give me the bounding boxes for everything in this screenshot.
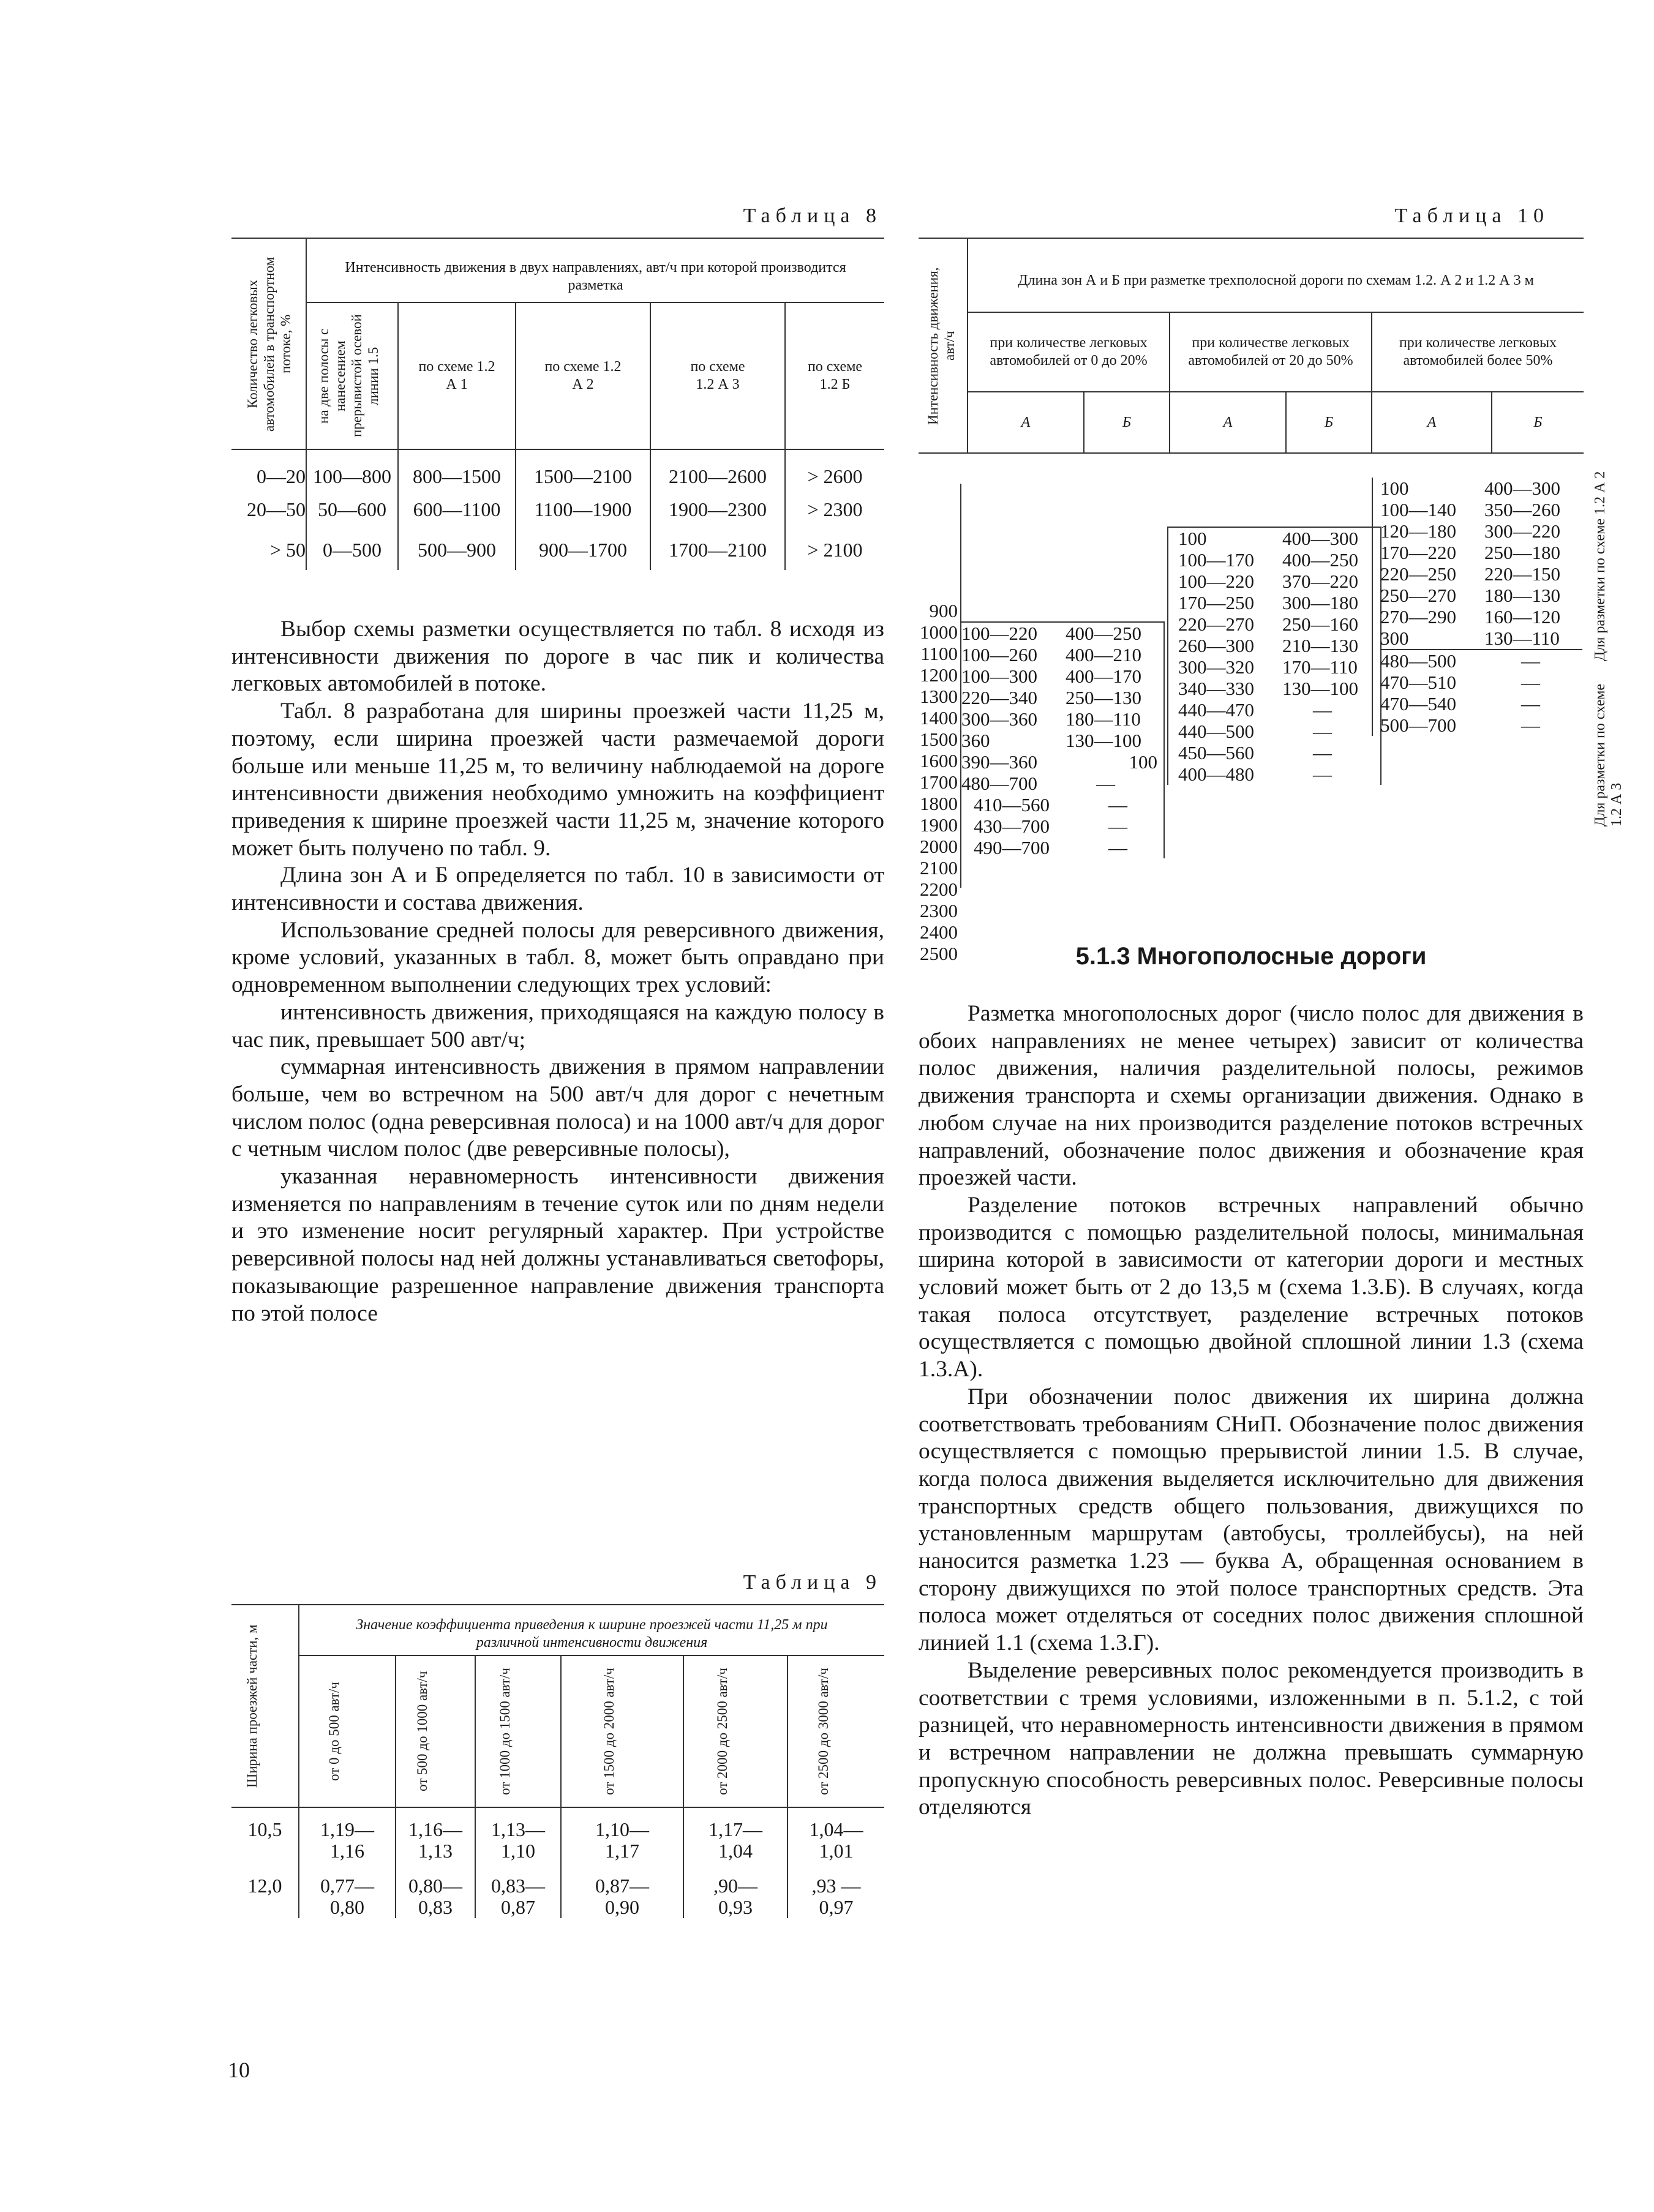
table10-intensity: 2000	[920, 836, 958, 857]
table10-cell: 400—480	[1178, 763, 1254, 785]
table10-cell: —	[1096, 773, 1115, 794]
table10-cell: 250—130	[1066, 687, 1141, 708]
table10-intensity: 1200	[920, 664, 958, 686]
table10-cell: 450—560	[1178, 742, 1254, 763]
table8-col5-header: по схеме 1.2 Б	[785, 302, 884, 449]
table9	[231, 1605, 884, 1918]
table10-side-label-a3: Для разметки по схеме 1.2 А 3	[1592, 683, 1625, 827]
table10-ab-header: Б	[1286, 392, 1372, 453]
table10-cell: 480—700	[961, 773, 1037, 794]
table10-cell: 180—130	[1484, 585, 1560, 606]
table10-intensity: 1700	[920, 771, 958, 793]
table10-intensity-column	[919, 484, 961, 964]
table9-header: от 1500 до 2000 авт/ч	[601, 1668, 617, 1795]
table10-ab-header: Б	[1492, 392, 1584, 453]
table10-cell: 100—300	[961, 665, 1037, 687]
table10-cell: —	[1521, 650, 1540, 672]
table9-cell: ,90—	[713, 1875, 757, 1897]
table10-intensity: 2200	[920, 879, 958, 900]
paragraph: суммарная интенсивность движения в прямом направлении больше, чем во встречном на 500 авт/ч для дорог с нечетным числом полос (одна реверсивная полоса) и на 1000 авт/ч для дорог с четным числом полос (две реверсивные полосы),	[231, 1054, 884, 1162]
table8-cell: 500—900	[398, 530, 516, 570]
table10-cell: 100	[1129, 751, 1157, 773]
table8-cell: 0—500	[306, 530, 398, 570]
table10-cell: 250—270	[1380, 585, 1456, 606]
table10-intensity: 1000	[920, 621, 958, 643]
table10-ab-header: А	[1372, 392, 1492, 453]
table10-cell: 400—300	[1282, 528, 1358, 549]
table10-cell: 400—300	[1484, 478, 1560, 499]
table10-cell: 160—120	[1484, 606, 1560, 628]
table10-subheader: при количестве легковых автомобилей от 0 до 20%	[968, 312, 1170, 392]
table10-cell: 100—220	[1178, 571, 1254, 592]
table8-cell: > 2100	[785, 530, 884, 570]
table10-cell: 390—360	[961, 751, 1037, 773]
table8-cell: 1900—2300	[650, 489, 785, 530]
table8	[231, 239, 884, 570]
paragraph: Выбор схемы разметки осуществляется по табл. 8 исходя из интенсивности движения по дороге в час пик и количества легковых автомобилей в потоке.	[231, 617, 884, 697]
table10-intensity: 2400	[920, 921, 958, 943]
table10-cell: 250—180	[1484, 542, 1560, 563]
table10-cell: 490—700	[974, 837, 1050, 858]
table10-cell: —	[1313, 699, 1332, 721]
paragraph: Табл. 8 разработана для ширины проезжей части 11,25 м, поэтому, если ширина проезжей части размечаемой дороги больше или меньше 11,25 м, то величину наблюдаемой на дороге интенсивности движения необходимо умножить на коэффициент приведения к ширине проезжей части 11,25 м, значение которого может быть получено по табл. 9.	[231, 699, 884, 861]
table10-cell: 410—560	[974, 794, 1050, 815]
table10-ab-header: А	[1170, 392, 1286, 453]
table9-cell: 1,13—	[491, 1818, 545, 1840]
table10-ab-header: Б	[1084, 392, 1170, 453]
table10-cell: —	[1521, 714, 1540, 736]
table9-cell: 1,04	[718, 1840, 753, 1862]
right-text-column	[919, 1000, 1584, 1821]
table9-cell: 0,87	[501, 1896, 535, 1918]
table10-cell: 260—300	[1178, 635, 1254, 656]
paragraph: Длина зон А и Б определяется по табл. 10 в зависимости от интенсивности и состава движения.	[231, 863, 884, 916]
table10-group3	[1372, 478, 1582, 736]
table9-cell: 1,10	[501, 1840, 535, 1862]
table8-cell: 2100—2600	[650, 449, 785, 489]
table10-intensity: 900	[929, 600, 958, 621]
table10-cell: —	[1521, 672, 1540, 693]
table9-cell: 1,19—	[320, 1818, 374, 1840]
table9-header: от 2000 до 2500 авт/ч	[715, 1668, 730, 1795]
table10-cell: 180—110	[1066, 708, 1141, 730]
table10-intensity: 1800	[920, 793, 958, 814]
table8-cell: 1500—2100	[516, 449, 650, 489]
table10-cell: 370—220	[1282, 571, 1358, 592]
table-row	[231, 1807, 884, 1862]
table10-col0-header: Интенсивность движения, авт/ч	[925, 266, 957, 425]
table10-cell: 250—160	[1282, 613, 1358, 635]
page-number: 10	[228, 2058, 250, 2082]
paragraph: Разделение потоков встречных направлений обычно производится с помощью разделительной полосы, минимальная ширина которой в зависимости от категории дороги и местных условий может быть от 2 до 13,5 м (схема 1.3.Б). В случаях, когда такая полоса отсутствует, разделение встречных потоков осуществляется с помощью двойной сплошной линии 1.3 (схема 1.3.А).	[919, 1192, 1584, 1382]
table8-cell: 50—600	[306, 489, 398, 530]
table10-cell: —	[1313, 721, 1332, 742]
table10-cell: 400—210	[1066, 644, 1141, 665]
table9-header: от 1000 до 1500 авт/ч	[497, 1668, 513, 1795]
table9-cell: 0,93	[718, 1896, 753, 1918]
paragraph: Выделение реверсивных полос рекомендуется производить в соответствии с тремя условиями, изложенными в п. 5.1.2, с той разницей, что неравномерность интенсивности движения в прямом и встречном направлении не должна превышать суммарную пропускную способность реверсивных полос. Реверсивные полосы отделяются	[919, 1657, 1584, 1820]
table8-col4-header: по схеме 1.2 А 3	[650, 302, 785, 449]
table9-cell: 0,83	[418, 1896, 453, 1918]
table8-cell: > 50	[269, 538, 306, 561]
table9-header: от 0 до 500 авт/ч	[326, 1682, 342, 1781]
left-text-column	[231, 616, 884, 1327]
table10-intensity: 1400	[920, 707, 958, 729]
table10-cell: —	[1108, 794, 1127, 815]
paragraph: указанная неравномерность интенсивности движения изменяется по направлениям в течение суток или по дням недели и это изменение носит регулярный характер. При устройстве реверсивной полосы над ней должны устанавливаться светофоры, показывающие разрешенное направление движения транспорта по этой полосе	[231, 1164, 884, 1326]
table8-col2-header: по схеме 1.2 А 1	[398, 302, 516, 449]
table10-cell: 120—180	[1380, 520, 1456, 542]
table8-cell: 100—800	[306, 449, 398, 489]
table10-cell: 400—250	[1066, 623, 1141, 644]
table8-group-header: Интенсивность движения в двух направлениях, авт/ч при которой производится разметка	[306, 239, 884, 302]
table10-cell: 470—510	[1380, 672, 1456, 693]
table8-cell: > 2300	[785, 489, 884, 530]
table8-cell: 20—50	[247, 498, 306, 520]
table9-group-header: Значение коэффициента приведения к ширине проезжей части 11,25 м при различной интенсивности движения	[299, 1605, 884, 1655]
table10-cell: 300—320	[1178, 656, 1254, 678]
paragraph: Разметка многополосных дорог (число полос для движения в обоих направлениях не менее четырех) зависит от количества полос движения, наличия разделительной полосы, режимов движения транспорта и схемы организации движения. Однако в любом случае на них производится разделение потоков встречных направлений, обозначение полос движения и обозначение края проезжей части.	[919, 1001, 1584, 1191]
table10-cell: 360	[961, 730, 990, 751]
table8-cell: 1100—1900	[516, 489, 650, 530]
table9-cell: 1,16—	[408, 1818, 462, 1840]
table10-cell: 130—100	[1282, 678, 1358, 699]
table10-cell: 100—260	[961, 644, 1037, 665]
table10-cell: 300—360	[961, 708, 1037, 730]
table10-cell: —	[1521, 693, 1540, 714]
table10-group-header: Длина зон А и Б при разметке трехполосной дороги по схемам 1.2. А 2 и 1.2 А 3 м	[968, 239, 1584, 312]
table9-cell: 0,80—	[408, 1875, 462, 1897]
section-heading: 5.1.3 Многополосные дороги	[1075, 943, 1427, 970]
table10-cell: 100—170	[1178, 549, 1254, 571]
table10-cell: 220—270	[1178, 613, 1254, 635]
table10-cell: 400—250	[1282, 549, 1358, 571]
table8-caption: Таблица 8	[743, 204, 882, 227]
table9-width: 10,5	[247, 1818, 282, 1840]
table9-cell: 1,01	[819, 1840, 854, 1862]
table10-intensity: 2300	[920, 900, 958, 921]
table8-cell: 900—1700	[516, 530, 650, 570]
table10-cell: 440—500	[1178, 721, 1254, 742]
table-row	[231, 489, 884, 530]
table10-intensity: 1600	[920, 750, 958, 771]
table10-cell: 300—220	[1484, 520, 1560, 542]
table10-subheader: при количестве легковых автомобилей более 50%	[1372, 312, 1584, 392]
table10-cell: 170—250	[1178, 592, 1254, 613]
table9-cell: 1,17—	[709, 1818, 762, 1840]
table10-cell: —	[1313, 742, 1332, 763]
table10-cell: 220—150	[1484, 563, 1560, 585]
table10-cell: 350—260	[1484, 499, 1560, 520]
table10-ab-header: А	[968, 392, 1084, 453]
table10-intensity: 1500	[920, 729, 958, 750]
table9-width: 12,0	[247, 1875, 282, 1897]
table10-intensity: 1300	[920, 686, 958, 707]
table8-cell: > 2600	[785, 449, 884, 489]
table9-cell: 0,83—	[491, 1875, 545, 1897]
table10-cell: 210—130	[1282, 635, 1358, 656]
table9-cell: 1,04—	[809, 1818, 863, 1840]
table9-cell: 0,97	[819, 1896, 854, 1918]
table10-cell: 100—140	[1380, 499, 1456, 520]
table8-cell: 1700—2100	[650, 530, 785, 570]
table10-group1	[961, 621, 1165, 858]
table9-cell: 0,77—	[320, 1875, 374, 1897]
table10-cell: 100	[1178, 528, 1207, 549]
table8-col0-header: Количество легковых автомобилей в транспортном потоке, %	[244, 256, 293, 432]
table10-cell: 300—180	[1282, 592, 1358, 613]
table10-cell: 130—100	[1066, 730, 1141, 751]
table9-col0-header: Ширина проезжей части, м	[244, 1624, 260, 1788]
table9-cell: 1,16	[330, 1840, 364, 1862]
table10-cell: 400—170	[1066, 665, 1141, 687]
table10-cell: —	[1108, 815, 1127, 837]
table9-cell: ,93 —	[811, 1875, 861, 1897]
table9-caption: Таблица 9	[743, 1571, 882, 1594]
table8-col3-header: по схеме 1.2 А 2	[516, 302, 650, 449]
table9-header: от 500 до 1000 авт/ч	[415, 1671, 430, 1792]
table10-intensity: 2500	[920, 943, 958, 964]
table10-cell: 170—220	[1380, 542, 1456, 563]
table-row	[231, 1862, 884, 1918]
table9-cell: 1,17	[605, 1840, 639, 1862]
table8-cell: 800—1500	[398, 449, 516, 489]
table9-cell: 1,13	[418, 1840, 453, 1862]
table10-cell: —	[1313, 763, 1332, 785]
table10-cell: 300	[1380, 628, 1409, 649]
table-row	[231, 449, 884, 489]
table10-side-label-a2: Для разметки по схеме 1.2 А 2	[1592, 471, 1608, 661]
table10-cell: 100	[1380, 478, 1409, 499]
table10-intensity: 1100	[920, 643, 958, 664]
table10-cell: 220—250	[1380, 563, 1456, 585]
table9-cell: 1,10—	[595, 1818, 649, 1840]
table10-cell: 430—700	[974, 815, 1050, 837]
table9-cell: 0,80	[330, 1896, 364, 1918]
table10-group2	[1167, 527, 1381, 785]
table10-cell: 480—500	[1380, 650, 1456, 672]
table8-cell: 600—1100	[398, 489, 516, 530]
table9-header: от 2500 до 3000 авт/ч	[815, 1668, 831, 1795]
table10-cell: 220—340	[961, 687, 1037, 708]
table10-caption: Таблица 10	[1394, 204, 1549, 227]
table10-cell: 440—470	[1178, 699, 1254, 721]
table10	[919, 239, 1584, 454]
table9-cell: 0,87—	[595, 1875, 649, 1897]
table10-intensity: 2100	[920, 857, 958, 879]
table8-cell: 0—20	[257, 465, 306, 487]
paragraph: При обозначении полос движения их ширина должна соответствовать требованиям СНиП. Обозначение полос движения осуществляется с помощью прерывистой линии 1.5. В случае, когда полоса движения выделяется исключительно для движения транспортных средств общего пользования, движущихся по установленным маршрутам (автобусы, троллейбусы), на ней наносится разметка 1.23 — буква А, обращенная основанием в сторону движущихся по этой полосе транспортных средств. Эта полоса может отделяться от соседних полос движения сплошной линией 1.1 (схема 1.3.Г).	[919, 1384, 1584, 1656]
table10-cell: —	[1108, 837, 1127, 858]
table10-intensity: 1900	[920, 814, 958, 836]
table10-cell: 500—700	[1380, 714, 1456, 736]
table10-cell: 270—290	[1380, 606, 1456, 628]
table-row	[231, 530, 884, 570]
table10-cell: 170—110	[1282, 656, 1358, 678]
paragraph: интенсивность движения, приходящаяся на каждую полосу в час пик, превышает 500 авт/ч;	[231, 999, 884, 1052]
table10-cell: 470—540	[1380, 693, 1456, 714]
table10-cell: 100—220	[961, 623, 1037, 644]
table10-cell: 130—110	[1484, 628, 1560, 649]
table10-cell: 340—330	[1178, 678, 1254, 699]
table9-cell: 0,90	[605, 1896, 639, 1918]
table8-col1-header: на две полосы с нанесением прерывистой осевой линии 1.5	[316, 314, 381, 438]
paragraph: Использование средней полосы для реверсивного движения, кроме условий, указанных в табл. 8, может быть оправдано при одновременном выполнении следующих трех условий:	[231, 917, 884, 998]
table10-subheader: при количестве легковых автомобилей от 20 до 50%	[1170, 312, 1372, 392]
